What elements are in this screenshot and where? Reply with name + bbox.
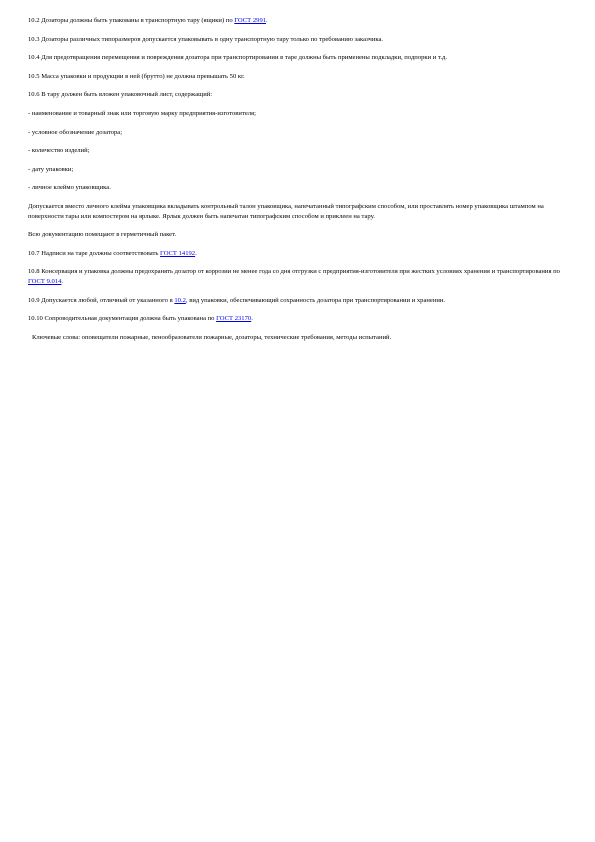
gost-14192-link[interactable]: ГОСТ 14192 — [160, 249, 196, 257]
paragraph-10-3 — [28, 35, 568, 45]
list-item-text: - количество изделий; — [28, 147, 90, 155]
list-item — [28, 146, 568, 156]
list-item-text: - наименование и товарный знак или торговую марку предприятия-изготовителя; — [28, 109, 256, 117]
paragraph-text: . — [251, 315, 253, 323]
list-item — [28, 109, 568, 119]
paragraph-text: 10.4 Для предотвращения перемещения и повреждения дозатора при транспортировании в таре должны быть применены подкладки, подпорки и т.д. — [28, 54, 448, 62]
list-item-text: - условное обозначение дозатора; — [28, 128, 123, 136]
paragraph-docs — [28, 230, 568, 240]
paragraph-text: 10.3 Дозаторы различных типоразмеров допускается упаковывать в одну транспортную тару только по требованию заказчика. — [28, 35, 384, 43]
list-item-text: - дату упаковки; — [28, 165, 74, 173]
list-item — [28, 165, 568, 175]
paragraph-text: Всю документацию помещают в герметичный пакет. — [28, 231, 177, 239]
paragraph-10-4 — [28, 53, 568, 63]
paragraph-text: . — [266, 17, 268, 24]
paragraph-text: 10.5 Масса упаковки и продукции в ней (брутто) не должна превышать 50 кг. — [28, 72, 245, 80]
paragraph-text: 10.6 В тару должен быть вложен упаковочный лист, содержащий: — [28, 91, 213, 99]
paragraph-text: 10.7 Надписи на таре должны соответствовать — [28, 249, 161, 257]
keywords-text: Ключевые слова: оповещатели пожарные, пенообразователи пожарные, дозаторы, технические требования, методы испытаний. — [32, 333, 392, 341]
paragraph-text: 10.2 Дозаторы должны быть упакованы в транспортную тару (ящики) по — [28, 17, 235, 24]
keywords-paragraph — [32, 333, 568, 343]
paragraph-10-8 — [28, 267, 568, 286]
paragraph-10-9 — [28, 296, 568, 306]
gost-2991-link[interactable]: ГОСТ 2991 — [234, 17, 267, 24]
list-item — [28, 183, 568, 193]
paragraph-10-2 — [28, 16, 568, 26]
paragraph-text: . — [61, 277, 64, 285]
list-item-text: - личное клеймо упаковщика. — [28, 184, 111, 192]
paragraph-10-10 — [28, 314, 568, 324]
section-10-2-link[interactable]: 10.2 — [174, 296, 186, 304]
paragraph-text: 10.9 Допускается любой, отличный от указанного в — [28, 296, 175, 304]
paragraph-text: Допускается вместо личного клейма упаковщика вкладывать контрольный талон упаковщика, напечатанный типографским способом, или проставлять номер упаковщика штампом на поверхности тары или компостером на ярлыке. Ярлык должен быть напечатан типографским способом и приклеен на тару. — [28, 202, 544, 220]
paragraph-text: , вид упаковки, обеспечивающий сохранность дозатора при транспортировании и хранении. — [185, 296, 446, 304]
paragraph-10-7 — [28, 249, 568, 259]
list-item — [28, 128, 568, 138]
paragraph-text: . — [195, 249, 197, 257]
gost-9014-link[interactable]: ГОСТ 9.014 — [28, 277, 62, 285]
document-body — [28, 16, 568, 351]
paragraph-text: 10.10 Сопроводительная документация должна быть упакована по — [28, 315, 217, 323]
paragraph-10-6 — [28, 90, 568, 100]
paragraph-10-5 — [28, 72, 568, 82]
gost-23170-link[interactable]: ГОСТ 23170 — [216, 315, 252, 323]
paragraph-text: 10.8 Консервация и упаковка должны предохранять дозатор от коррозии не менее года со дня отгрузки с предприятия-изготовителя при жестких условиях хранения и транспортирования по — [28, 268, 560, 276]
paragraph-allowed — [28, 202, 568, 221]
